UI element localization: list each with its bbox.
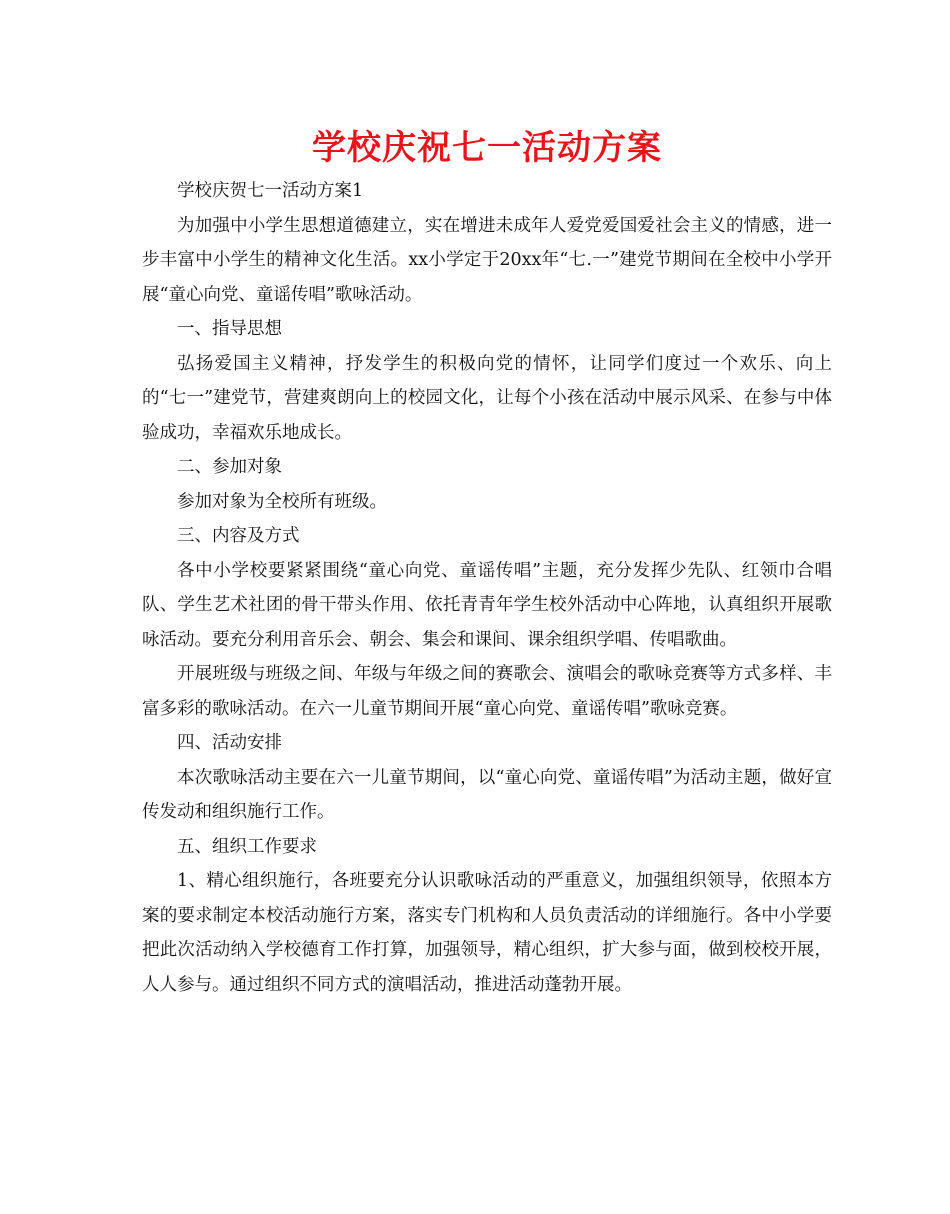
body-paragraph: 各中小学校要紧紧围绕“童心向党、童谣传唱”主题，充分发挥少先队、红领巾合唱队、学生艺术社团的骨干带头作用、依托青青年学生校外活动中心阵地，认真组织开展歌咏活动。要充分利用音乐会、朝会、集会和课间、课余组织学唱、传唱歌曲。 (142, 560, 832, 650)
document-title: 学校庆祝七一活动方案 (312, 128, 662, 168)
section-heading: 一、指导思想 (177, 319, 282, 339)
body-paragraph: 1、精心组织施行，各班要充分认识歌咏活动的严重意义，加强组织领导，依照本方案的要求制定本校活动施行方案，落实专门机构和人员负责活动的详细施行。各中小学要把此次活动纳入学校德育工作打算，加强领导，精心组织，扩大参与面，做到校校开展，人人参与。通过组织不同方式的演唱活动，推进活动蓬勃开展。 (142, 871, 832, 995)
body-paragraph: 参加对象为全校所有班级。 (177, 491, 387, 512)
subtitle-paragraph: 学校庆贺七一活动方案1 (177, 181, 364, 201)
document-page (142, 122, 832, 1002)
body-paragraph: 开展班级与班级之间、年级与年级之间的赛歌会、演唱会的歌咏竞赛等方式多样、丰富多彩的歌咏活动。在六一儿童节期间开展“童心向党、童谣传唱”歌咏竞赛。 (142, 664, 832, 719)
intro-paragraph: 为加强中小学生思想道德建立，实在增进未成年人爱党爱国爱社会主义的情感，进一步丰富中小学生的精神文化生活。xx小学定于20xx年“七.一”建党节期间在全校中小学开展“童心向党、童谣传唱”歌咏活动。 (142, 215, 832, 305)
body-paragraph: 弘扬爱国主义精神，抒发学生的积极向党的情怀，让同学们度过一个欢乐、向上的“七一”建党节，营建爽朗向上的校园文化，让每个小孩在活动中展示风采、在参与中体验成功，幸福欢乐地成长。 (142, 353, 832, 443)
section-heading: 三、内容及方式 (177, 526, 300, 546)
body-paragraph: 本次歌咏活动主要在六一儿童节期间，以“童心向党、童谣传唱”为活动主题，做好宣传发动和组织施行工作。 (142, 767, 832, 822)
section-heading: 四、活动安排 (177, 733, 282, 753)
section-heading: 五、组织工作要求 (177, 836, 317, 857)
section-heading: 二、参加对象 (177, 457, 282, 477)
document-body (142, 174, 832, 1002)
